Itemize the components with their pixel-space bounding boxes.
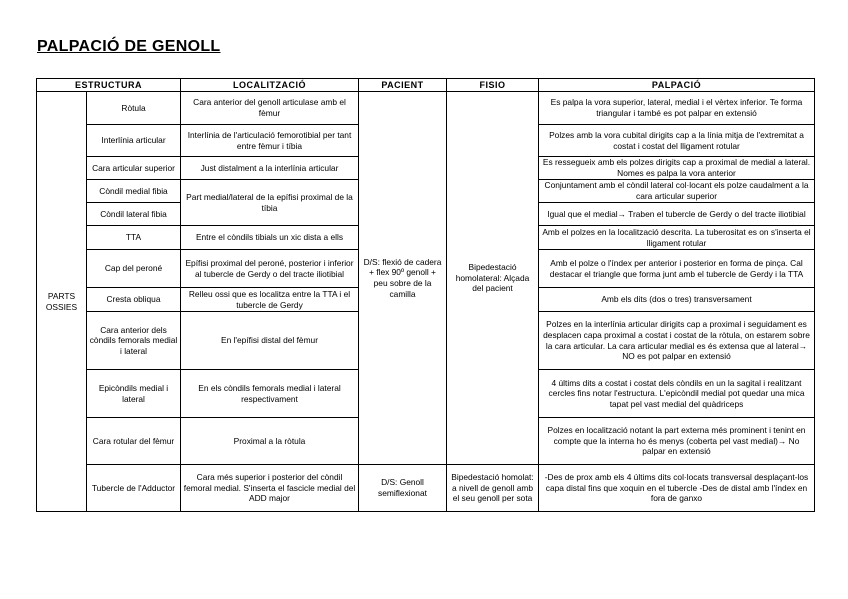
palpacio-cell: Es ressegueix amb els polzes dirigits cap a proximal de medial a lateral. Nomes es palpa la vora anterior (539, 157, 815, 180)
localitzacio-cell: Just distalment a la interlínia articular (181, 157, 359, 180)
estructura-cell: Còndil medial fibia (87, 180, 181, 203)
table-row (37, 465, 815, 512)
palpacio-cell: Amb els dits (dos o tres) transversament (539, 288, 815, 312)
estructura-cell: Interlínia articular (87, 125, 181, 157)
page-title: PALPACIÓ DE GENOLL (37, 38, 221, 55)
header-row (37, 79, 815, 92)
palpacio-cell: Polzes en localització notant la part externa més prominent i tenint en compte que la interna ho és menys (coberta pel vast medial)→ No palpar en extensió (539, 418, 815, 465)
header-pacient: PACIENT (359, 79, 447, 92)
estructura-cell: Cresta obliqua (87, 288, 181, 312)
estructura-cell: TTA (87, 226, 181, 250)
estructura-cell: Tubercle de l'Adductor (87, 465, 181, 512)
estructura-cell: Cap del peroné (87, 250, 181, 288)
header-localitzacio: LOCALITZACIÓ (181, 79, 359, 92)
localitzacio-cell: Entre el còndils tibials un xic dista a ells (181, 226, 359, 250)
header-fisio: FISIO (447, 79, 539, 92)
palpation-table (36, 78, 815, 512)
localitzacio-cell: En l'epífisi distal del fèmur (181, 312, 359, 370)
palpacio-cell: Polzes en la interlínia articular dirigits cap a proximal i seguidament es desplacen capa proximal a costat i costat de la ròtula, on estarem sobre la cara articular. La cara articular medial es és extensa que al lateral→ NO es pot palpar en extensió (539, 312, 815, 370)
estructura-cell: Cara articular superior (87, 157, 181, 180)
estructura-cell: Còndil lateral fibia (87, 203, 181, 226)
palpacio-cell: 4 últims dits a costat i costat dels còndils en un la sagital i realitzant cercles fins notar l'estructura. L'epicòndil medial pot quedar una mica tapat pel vast medial del quàdriceps (539, 370, 815, 418)
table-row (37, 92, 815, 125)
fisio-cell: Bipedestació homolat: a nivell de genoll amb el seu genoll per sota (447, 465, 539, 512)
estructura-cell: Cara anterior dels còndils femorals medial i lateral (87, 312, 181, 370)
localitzacio-cell: Cara més superior i posterior del còndil femoral medial. S'inserta el fascicle medial del ADD major (181, 465, 359, 512)
localitzacio-cell: Cara anterior del genoll articulase amb el fèmur (181, 92, 359, 125)
palpacio-cell: Es palpa la vora superior, lateral, medial i el vèrtex inferior. Te forma triangular i també es pot palpar en extensió (539, 92, 815, 125)
group-label: PARTS OSSIES (37, 92, 87, 512)
palpacio-cell: -Des de prox amb els 4 últims dits col·locats transversal desplaçant-los capa distal fins que xoquin en el tubercle -Des de distal amb l'índex en fora de ganxo (539, 465, 815, 512)
estructura-cell: Ròtula (87, 92, 181, 125)
pacient-cell: D/S: Genoll semiflexionat (359, 465, 447, 512)
fisio-shared-cell: Bipedestació homolateral: Alçada del pacient (447, 92, 539, 465)
localitzacio-cell: Proximal a la ròtula (181, 418, 359, 465)
localitzacio-cell: Epífisi proximal del peroné, posterior i inferior al tubercle de Gerdy o del tracte iliotibial (181, 250, 359, 288)
localitzacio-cell: En els còndils femorals medial i lateral respectivament (181, 370, 359, 418)
pacient-shared-cell: D/S: flexió de cadera + flex 90º genoll + peu sobre de la camilla (359, 92, 447, 465)
localitzacio-cell: Relleu ossi que es localitza entre la TTA i el tubercle de Gerdy (181, 288, 359, 312)
palpacio-cell: Polzes amb la vora cubital dirigits cap a la línia mitja de l'extremitat a costat i costat del lligament rotular (539, 125, 815, 157)
header-estructura: ESTRUCTURA (37, 79, 181, 92)
localitzacio-cell: Part medial/lateral de la epífisi proximal de la tíbia (181, 180, 359, 226)
palpacio-cell: Amb el polze o l'índex per anterior i posterior en forma de pinça. Cal destacar el triangle que forma junt amb el tubercle de Gerdy i la TTA (539, 250, 815, 288)
header-palpacio: PALPACIÓ (539, 79, 815, 92)
estructura-cell: Cara rotular del fèmur (87, 418, 181, 465)
palpacio-cell: Amb el polzes en la localització descrita. La tuberositat es on s'inserta el lligament rotular (539, 226, 815, 250)
palpacio-cell: Igual que el medial→ Traben el tubercle de Gerdy o del tracte iliotibial (539, 203, 815, 226)
palpacio-cell: Conjuntament amb el còndil lateral col·locant els polze caudalment a la cara articular superior (539, 180, 815, 203)
localitzacio-cell: Interlínia de l'articulació femorotibial per tant entre fèmur i tíbia (181, 125, 359, 157)
estructura-cell: Epicòndils medial i lateral (87, 370, 181, 418)
